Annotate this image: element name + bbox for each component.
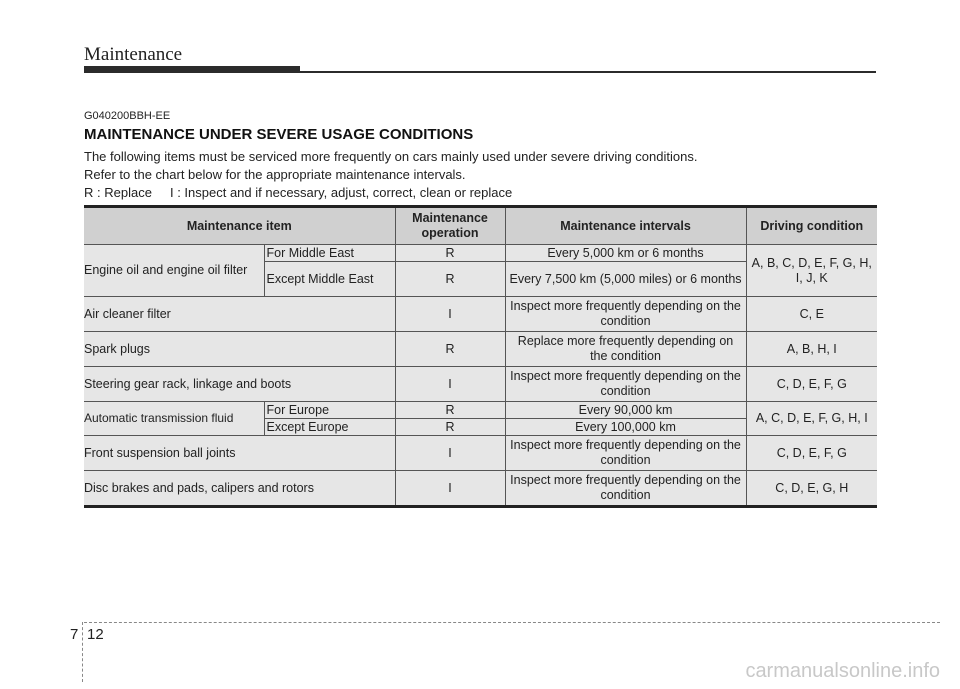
condition-cell: C, D, E, F, G bbox=[746, 436, 877, 471]
item-cell: Steering gear rack, linkage and boots bbox=[84, 367, 395, 402]
interval-cell: Every 90,000 km bbox=[505, 402, 746, 419]
interval-cell: Inspect more frequently depending on the condition bbox=[505, 436, 746, 471]
table-header-row bbox=[84, 207, 877, 245]
item-cell: Engine oil and engine oil filter bbox=[84, 245, 264, 297]
header-rule bbox=[300, 71, 876, 73]
col-header-operation: Maintenance operation bbox=[395, 207, 505, 245]
footer-divider bbox=[82, 622, 83, 682]
condition-cell: A, C, D, E, F, G, H, I bbox=[746, 402, 877, 436]
intro-line: The following items must be serviced more frequently on cars mainly used under severe driving conditions. bbox=[84, 149, 698, 164]
table-row bbox=[84, 471, 877, 507]
operation-cell: R bbox=[395, 419, 505, 436]
sub-item-cell: For Middle East bbox=[264, 245, 395, 262]
interval-cell: Every 7,500 km (5,000 miles) or 6 months bbox=[505, 262, 746, 297]
operation-cell: R bbox=[395, 402, 505, 419]
intro-text bbox=[84, 148, 697, 202]
interval-cell: Every 100,000 km bbox=[505, 419, 746, 436]
table-row bbox=[84, 402, 877, 419]
operation-cell: R bbox=[395, 262, 505, 297]
interval-cell: Inspect more frequently depending on the condition bbox=[505, 367, 746, 402]
maintenance-table bbox=[84, 205, 877, 508]
condition-cell: C, D, E, F, G bbox=[746, 367, 877, 402]
page-number: 12 bbox=[87, 626, 104, 643]
page-header-title: Maintenance bbox=[84, 44, 183, 65]
item-cell: Automatic transmission fluid bbox=[84, 402, 264, 436]
operation-cell: I bbox=[395, 471, 505, 507]
interval-cell: Replace more frequently depending on the condition bbox=[505, 332, 746, 367]
sub-item-cell: Except Middle East bbox=[264, 262, 395, 297]
table-row bbox=[84, 297, 877, 332]
table-row bbox=[84, 436, 877, 471]
col-header-intervals: Maintenance intervals bbox=[505, 207, 746, 245]
table-row bbox=[84, 332, 877, 367]
interval-cell: Inspect more frequently depending on the condition bbox=[505, 297, 746, 332]
intro-line: R : Replace I : Inspect and if necessary, adjust, correct, clean or replace bbox=[84, 185, 513, 200]
table-row bbox=[84, 245, 877, 262]
item-cell: Spark plugs bbox=[84, 332, 395, 367]
condition-cell: C, D, E, G, H bbox=[746, 471, 877, 507]
intro-line: Refer to the chart below for the appropriate maintenance intervals. bbox=[84, 167, 466, 182]
footer-rule bbox=[84, 622, 940, 623]
interval-cell: Inspect more frequently depending on the condition bbox=[505, 471, 746, 507]
col-header-condition: Driving condition bbox=[746, 207, 877, 245]
sub-item-cell: Except Europe bbox=[264, 419, 395, 436]
operation-cell: R bbox=[395, 245, 505, 262]
watermark-text: carmanualsonline.info bbox=[745, 660, 940, 682]
col-header-item: Maintenance item bbox=[84, 207, 395, 245]
item-cell: Air cleaner filter bbox=[84, 297, 395, 332]
table-row bbox=[84, 367, 877, 402]
chapter-number: 7 bbox=[70, 626, 79, 643]
header-bar bbox=[84, 66, 300, 73]
condition-cell: A, B, C, D, E, F, G, H, I, J, K bbox=[746, 245, 877, 297]
sub-item-cell: For Europe bbox=[264, 402, 395, 419]
operation-cell: I bbox=[395, 367, 505, 402]
section-code: G040200BBH-EE bbox=[84, 110, 171, 122]
operation-cell: I bbox=[395, 436, 505, 471]
section-title: MAINTENANCE UNDER SEVERE USAGE CONDITIONS bbox=[84, 126, 474, 143]
item-cell: Disc brakes and pads, calipers and rotors bbox=[84, 471, 395, 507]
condition-cell: C, E bbox=[746, 297, 877, 332]
interval-cell: Every 5,000 km or 6 months bbox=[505, 245, 746, 262]
item-cell: Front suspension ball joints bbox=[84, 436, 395, 471]
operation-cell: R bbox=[395, 332, 505, 367]
operation-cell: I bbox=[395, 297, 505, 332]
condition-cell: A, B, H, I bbox=[746, 332, 877, 367]
